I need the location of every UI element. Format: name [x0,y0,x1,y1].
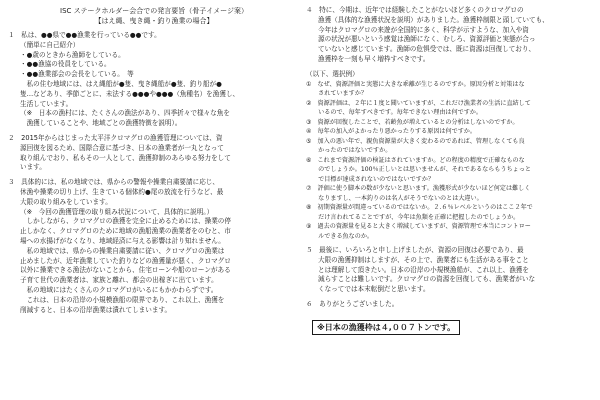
selection-example-line: ③ 資源が回復したことで、若齢魚が増えているとの分析はしないのですか。 [306,118,519,126]
selection-example-line: ⑦ 評価に使う脚本の数が少ないと思います。漁獲形式が少ないほど何定は難しく [306,185,531,193]
selection-example-line: ② 資源評価は、２年に１度と聞いていますが、これだけ漁業者の生活に直結して [306,99,531,107]
selection-example-line: で目標が達成されないのではないですか？ [306,175,434,183]
section-4-line: 源の状況が悪いという感覚は漁師になく、むしろ、資源評価と実態が合っ [318,35,536,44]
selection-examples [306,70,594,241]
selection-example-line: のでしょうか。100％正しいとは思いませんが、それであるならもうちょっと [306,166,531,174]
footer-note-wrapper [306,315,594,335]
section-1-line: 漁獲していることや、地域ごとの漁獲特徴を説明）。 [20,119,182,128]
section-3-line: 子育て世代の漁業者は、家族と離れ、都会の出稼ぎに出ています。 [20,276,218,285]
selection-example-line: なりますし、一本釣りのは名人がそうでないのとは大違い。 [306,194,483,202]
section-3-line: これは、日本の沿岸の小規模漁船の限界であり、これ以上、漁獲を [20,295,225,304]
section-3-line: 大限の取り組みをしています。 [20,197,112,206]
section-5-line: とは理解して頂きたい。日本の沿岸の小規模漁船が、これ以上、漁獲を [318,265,529,274]
selection-example-line: ⑧ 初期資源量が間違っているのではないか。２.６％レベルというのはここ２年で [306,204,533,212]
selection-example-line: ① なぜ、資源評価と実態に大きな乖離が生じるのですか。原因分析と対策はな [306,80,525,88]
section-5-line: ５ 最後に、いろいろと申し上げましたが、資源の回復は必要であり、最 [306,246,524,255]
selection-example-line: ④ 毎年の加入がよかったり悪かったりする原因は何ですか。 [306,128,476,136]
section-1-line: ・●●漁業部会の会長をしている。 等 [20,70,134,79]
section-6: ６ ありがとうございました。 [306,300,399,309]
section-3-line: 休漁や操業の切り上げ、生きている個体約●尾の放流を行うなど、最 [20,187,224,196]
section-3-line: （※ 今回の漁獲管理の取り組み状況について、具体的に説明。） [20,207,214,216]
section-1 [8,31,300,129]
document-title: ISC ステークホルダー会合での発言要旨（骨子イメージ案） [60,7,248,15]
selection-examples-header: （以下、選択例） [306,69,359,78]
selection-example-line: ⑨ 過去の資源量を見ると大きく増減していますが、資源管理で本当にコントロー [306,223,531,231]
section-3-line: 止しかなく、クロマグロのために地域の漁船漁業の漁業者をのむと、市 [20,227,231,236]
selection-example-line: いるので、毎年すべきです。毎年できない理由は何ですか。 [306,109,482,117]
section-3-line: ３ 具体的には、私の地域では、県からの警報や操業自粛要請に応じ、 [8,178,219,187]
section-3-line: 私の地域にはたくさんのクロマグロがいるにもかかわらずです。 [20,285,218,294]
section-1-line: ・●●漁協の役員をしている。 [20,60,111,69]
section-4-line: ４ 特に、今期は、近年では経験したことがないほど多くのクロマグロの [306,6,524,14]
section-1-line: （簡単に自己紹介） [20,40,80,49]
section-1-line: ・●歳のときから漁師をしている。 [20,50,125,59]
selection-example-line: ⑤ 加入の悪い年で、親魚資源量が大きく変わるのであれば、管理しなくても良 [306,137,525,145]
section-1-line: 私の住む地域には、はえ縄船が●隻、曳き縄船が●隻、釣り船が● [20,79,222,88]
section-1-line: １ 私は、●●県で●●漁業を行っている●●です。 [8,31,161,39]
selection-example-line: だけ言われてることですが、今年は魚類を正確に把握したのでしょうか。 [306,213,520,221]
section-4-line: 漁獲枠を一刻も早く増枠すべきです。 [318,54,430,63]
selection-example-line: ルできる魚なのか。 [306,232,374,240]
section-3-line: 以外に操業できる漁法がないことから、住宅ローンや船のローンがある [20,266,231,275]
section-3-line: 止めましたが、近年漁業していた釣りなどの漁獲量が悪く、クロマグロ [20,256,231,265]
section-3 [8,178,300,315]
section-2 [8,134,300,173]
selection-example-line: かったのではないですか。 [306,147,392,155]
section-3-line: 削減すると、日本の沿岸漁業は潰れてしまいます。 [20,305,172,314]
section-5-line: 減らすことは難しいです。クロマグロの資源を回復しても、漁業者がいな [318,275,536,284]
section-4 [306,6,594,65]
section-3-line: 私の地域では、県からの操業自粛要請に従い、クロマグロの漁業は [20,246,225,255]
left-column [8,6,300,315]
right-column [306,6,594,335]
section-4-line: ていないと感じています。漁師の危惧受では、既に資源は回復しており、 [318,45,536,54]
section-3-line: しかしながら、クロマグロの漁獲を完全に止めるためには、操業の停 [20,217,231,226]
section-5-line: くなってでは本末転倒だと思います。 [318,285,430,294]
section-1-line: （※ 日本の漁村には、たくさんの漁法があり、四季折々で様々な魚を [20,109,230,118]
section-2-line: 源回復を図るため、国際合意に基づき、日本の漁業者が一丸となって [20,143,224,152]
section-2-line: ２ 2015年からはじまった太平洋クロマグロの漁獲管理については、資 [8,133,223,142]
selection-example-line: されていますか？ [306,90,367,98]
section-3-line: 場への水揚げがなくなり、地域経済に与える影響は計り知れません。 [20,236,225,245]
selection-example-line: ⑥ これまで資源評価の検証はされていますか。どの程度の精度で正確なものな [306,156,525,164]
section-2-line: います。 [20,163,46,172]
document-subtitle: 【はえ縄、曳き縄・釣り漁業の場合】 [94,17,214,25]
quota-footnote: ※日本の漁獲枠は４,００７トンです。 [312,320,460,335]
section-1-line: 生活しています。 [20,99,73,108]
section-4-line: 漁獲（具体的な漁獲状況を説明）がありました。漁獲枠制限と頭していても、 [318,15,549,24]
section-5-line: 大限の漁獲抑制はしますが、その上で、漁業者にも生活がある事をこと [318,255,529,264]
section-1-line: 隻…などあり、季節ごとに、未法する●●●や●●●（魚種名）を漁獲し、 [20,89,240,98]
section-5 [306,246,594,295]
section-4-line: 今年はクロマグロの来遊が全国的に多く、科学が示すような、加入や資 [318,25,529,34]
section-2-line: 取り組んでおり、私もその一人として、漁獲抑制のあらゆる努力をして [20,153,231,162]
